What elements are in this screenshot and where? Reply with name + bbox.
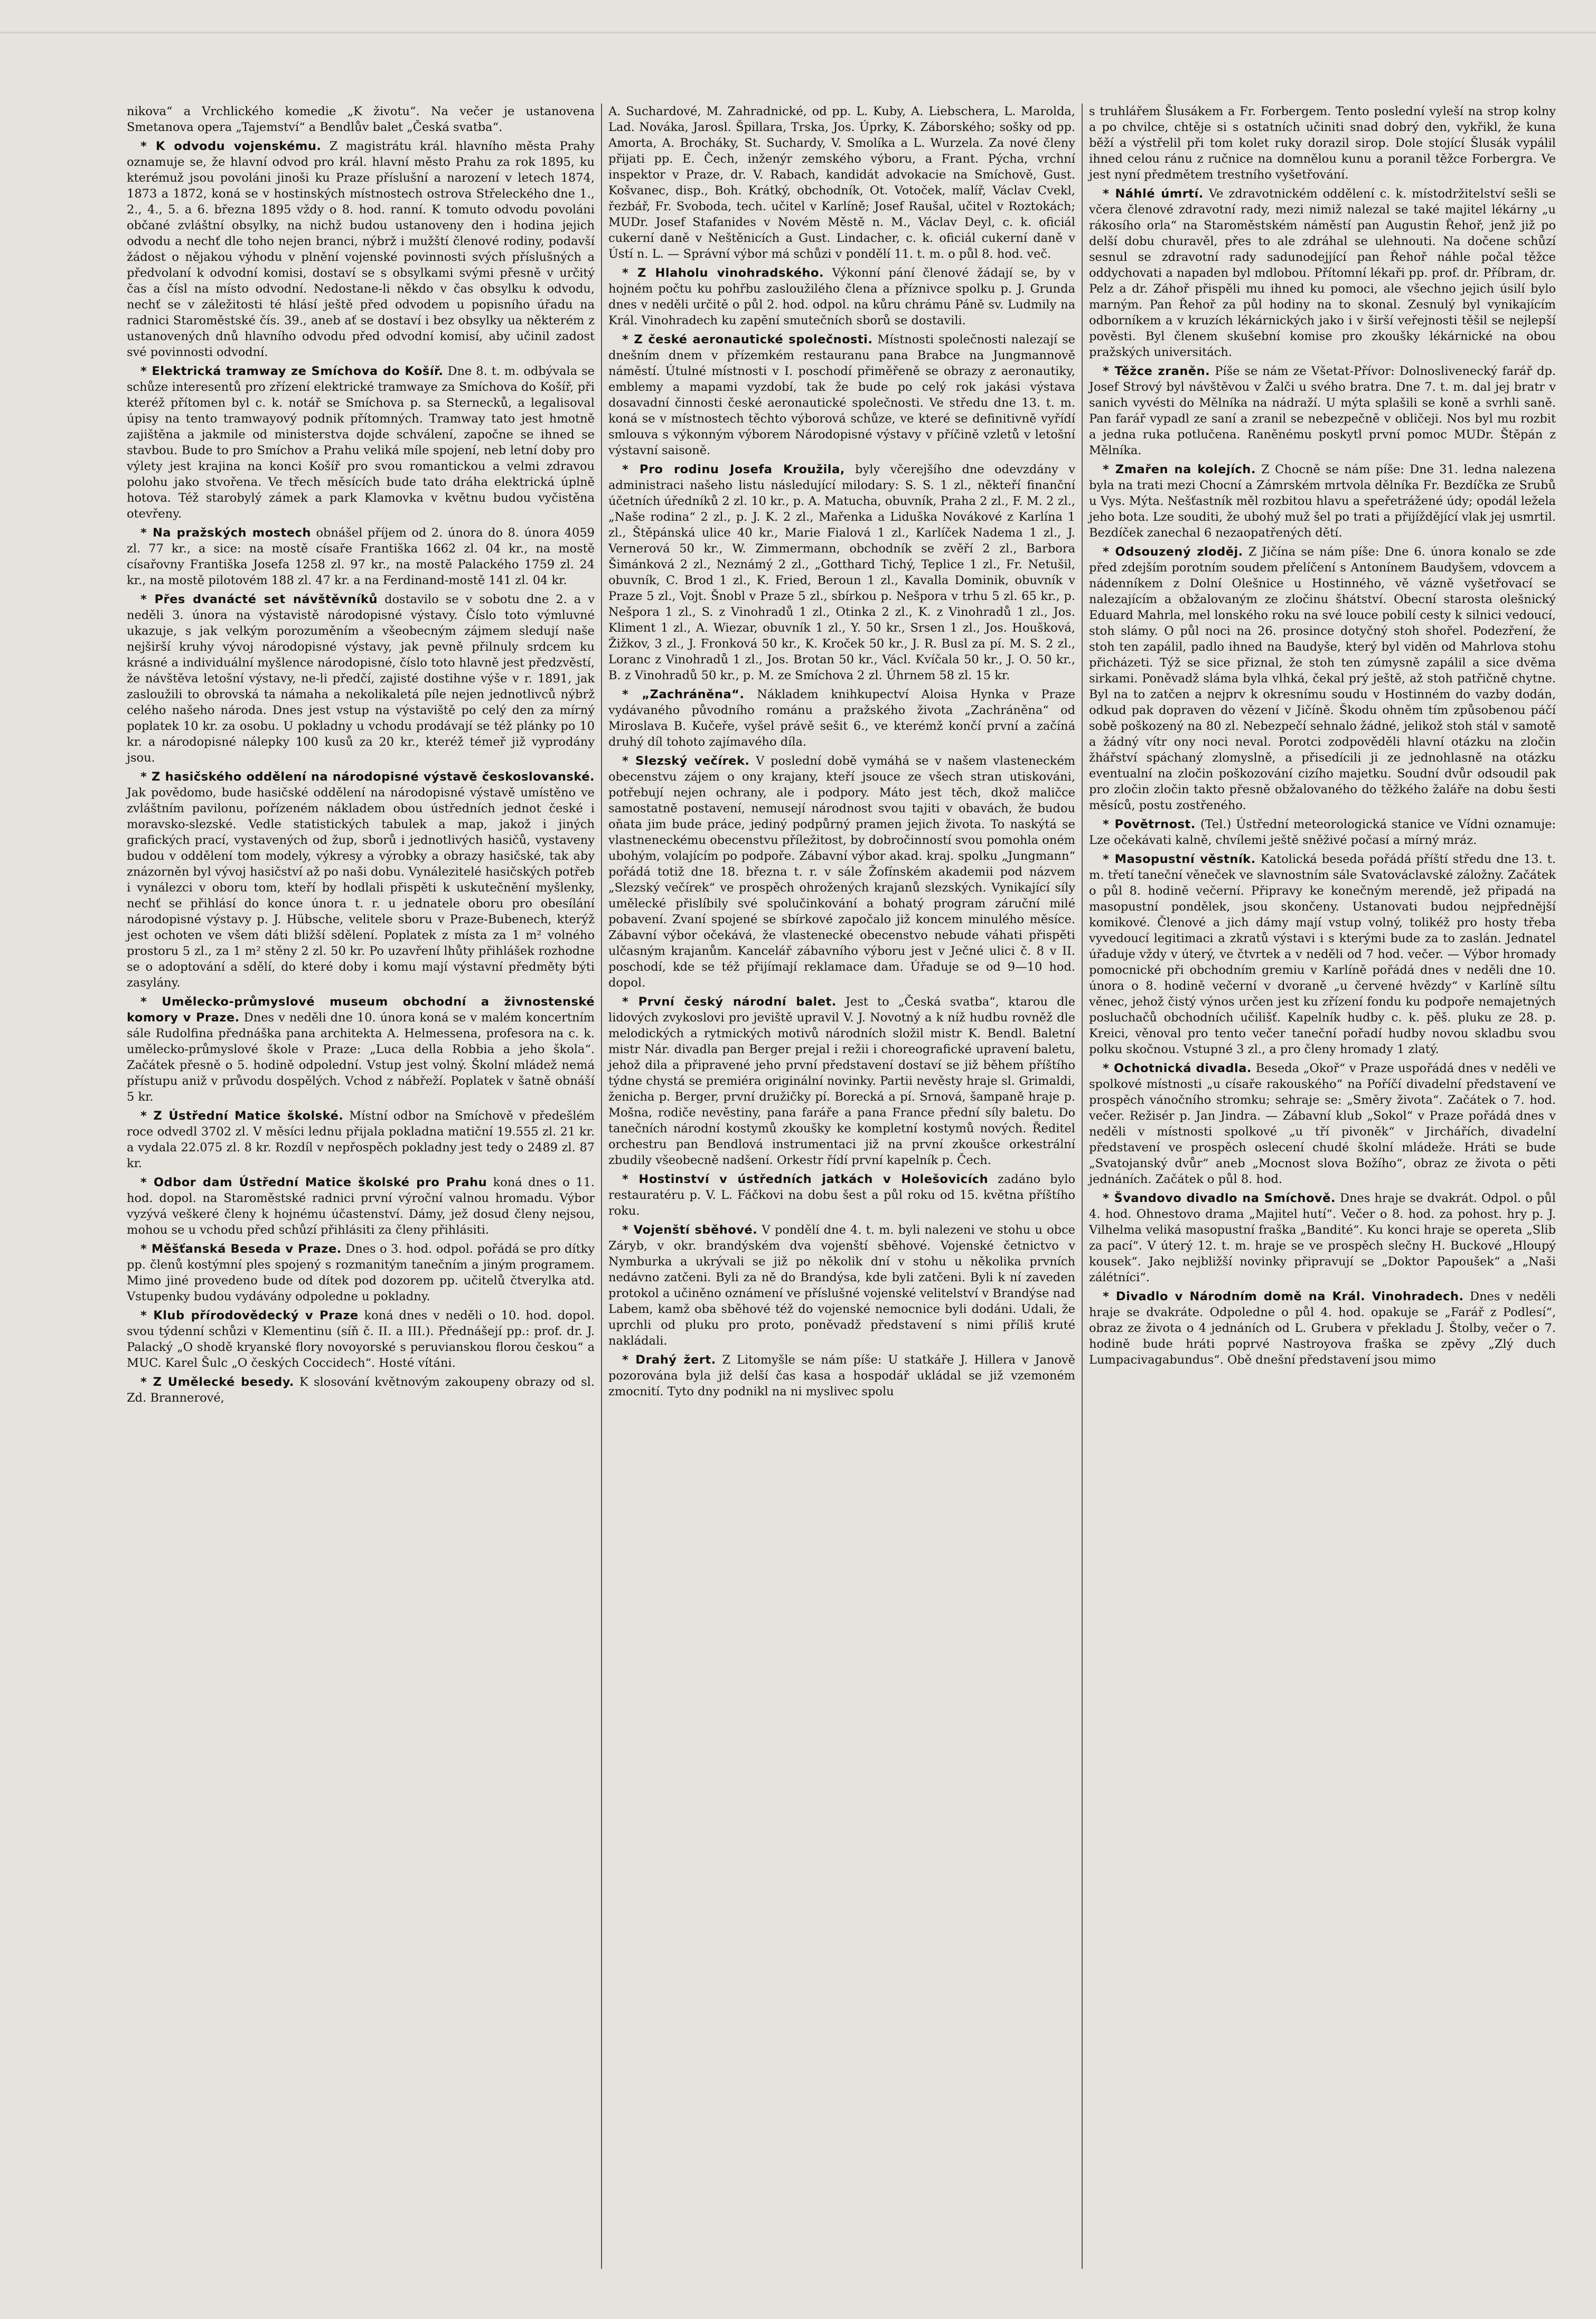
article-text: koná dnes o 11. hod. dopol. na Staroměstské radnici první výroční valnou hromadu. Výbor vyzývá veškeré členy k hojnému účastenství. Dámy, jež dosud členy nejsou, mohou se u vchodu před schůzí přihlásiti za členy přihlásiti. — [127, 1176, 595, 1237]
article-paragraph — [127, 525, 595, 588]
article-text: Dnes v neděli hraje se dvakráte. Odpoledne o půl 4. hod. opakuje se „Farář z Podlesí“, obraz ze života o 4 jednáních od L. Grubera v překladu J. Štolby, večer o 7. hodině bude hráti poprvé Nastroyova fraška se zpěvy „Zlý duch Lumpacivagabundus“. Obě dnešní představení jsou mimo — [1089, 1290, 1556, 1367]
article-paragraph — [127, 138, 595, 360]
article-paragraph — [1089, 1190, 1556, 1285]
article-text: koná dnes v neděli o 10. hod. dopol. svou týdenní schůzi v Klementinu (síň č. II. a III.). Přednášejí pp.: prof. dr. J. Palacký „O shodě kryanské flory novoyorské s peruvianskou florou českou“ a MUC. Karel Šulc „O českých Coccidech“. Hosté vítáni. — [127, 1309, 595, 1370]
article-paragraph — [608, 462, 1075, 683]
article-heading: * Těžce zraněn. — [1103, 364, 1210, 378]
article-heading: * Povětrnost. — [1103, 818, 1196, 831]
article-paragraph — [127, 994, 595, 1105]
article-heading: * Z Ústřední Matice školské. — [140, 1109, 344, 1123]
article-heading: * Masopustní věstník. — [1103, 852, 1256, 866]
article-heading: * Slezský večírek. — [622, 754, 750, 768]
article-paragraph — [1089, 851, 1556, 1057]
article-text: V poslední době vymáhá se v našem vlasteneckém obecenstvu zájem o ony krajany, kteří jsouce ze všech stran utiskováni, potřebují nejen ochrany, ale i podpory. Máto jest těch, dkož maličce samostatně postavení, nemusejí národnost svou tajiti v obavách, že budou oňata jim bude práce, jediný podpůrný pramen jejich života. To naskýtá se vlastneneckému obecenstvu příležitost, by dobročinností svou pomohla oném ubohým, volajícím po podpoře. Zábavní výbor akad. kraj. spolku „Jungmann“ pořádá totiž dne 18. března t. r. v sále Žofínském akademii pod názvem „Slezský večírek“ ve prospěch ohrožených krajanů slezských. Vynikající síly umělecké přislíbily své spolučinkování a bohatý program záruční milé pobavení. Zvaní spojené se sbírkové započalo již koncem minulého měsíce. Zábavní výbor očekává, že vlastenecké obecenstvo nebude váhati přispěti ulčasným krajanům. Kancelář zábavního výboru jest v Ječné ulici č. 8 v II. poschodí, kde se též přijímají reklamace dam. Úřaduje se od 9—10 hod. dopol. — [608, 754, 1075, 990]
article-heading: * První český národní balet. — [622, 995, 837, 1009]
article-text: Dnes v neděli dne 10. února koná se v malém koncertním sále Rudolfina přednáška pana architekta A. Helmessena, profesora na c. k. umělecko-průmyslové škole v Praze: „Luca della Robbia a jeho škola“. Začátek přesně o 5. hodině odpolední. Vstup jest volný. Školní mládež nemá přístupu aniž v průvodu dospělých. Vchod z nábřeží. Poplatek v šatně obnáší 5 kr. — [127, 1011, 595, 1104]
article-text: Výkonní pání členové žádají se, by v hojném počtu ku pohřbu zasloužilého člena a příznivce spolku p. J. Grunda dnes v neděli určitě o půl 2. hod. odpol. na kůru chrámu Páně sv. Ludmily na Král. Vinohradech ku zapění smutečních sborů se dostavili. — [608, 266, 1076, 327]
article-heading: * Z hasičského oddělení na národopisné výstavě českoslovanské. — [140, 770, 595, 784]
article-heading: * Elektrická tramway ze Smíchova do Košíř. — [140, 364, 444, 378]
article-heading: * Ochotnická divadla. — [1103, 1062, 1252, 1075]
article-paragraph — [127, 592, 595, 766]
article-paragraph — [1089, 1289, 1556, 1368]
article-text: Nákladem knihkupectví Aloisa Hynka v Praze vydávaného původního románu a pražského života „Zachráněna“ od Miroslava B. Kučeře, vyšel právě sešit 6., ve kterémž končí první a začíná druhý díl tohoto zajímavého díla. — [608, 688, 1075, 749]
article-heading: * Drahý žert. — [622, 1353, 716, 1367]
article-text: Dnes hraje se dvakrát. Odpol. o půl 4. hod. Ohnestovo drama „Majitel hutí“. Večer o 8. hod. za pohost. hry p. J. Vilhelma veliká masopustní fraška „Bandité“. Ku konci hraje se opereta „Slib za pací“. V úterý 12. t. m. hraje se ve prospěch slečny H. Buckové „Hloupý kousek“. Jako nejbližší novinky připravují se „Doktor Papoušek“ a „Naši zálétníci“. — [1089, 1191, 1556, 1284]
article-text: nikova“ a Vrchlického komedie „K životu“. Na večer je ustanovena Smetanova opera „Tajemství“ a Bendlův balet „Česká svatba“. — [127, 105, 595, 134]
article-text: K slosování květnovým zakoupeny obrazy od sl. Zd. Brannerové, — [127, 1375, 595, 1405]
column-3 — [1082, 104, 1562, 2269]
column-1 — [120, 104, 601, 2269]
article-text: Místnosti společnosti nalezají se dnešním dnem v přízemkém restauranu pana Brabce na Jungmannově náměstí. Útulné místnosti v I. poschodí přiměřeně se obrazy z aeronautiky, emblemy a mapami vyzdobí, tak že bude po celý rok jakási výstava dosavadní činnosti české aeronautické společnosti. Ve středu dne 13. t. m. koná se v místnostech těchto výborová schůze, ve které se definitivně vyřídí smlouva s výkonným výborem Národopisné výstavy v příčině vzletů v letošní výstavní saisoně. — [608, 333, 1075, 457]
article-heading: * Švandovo divadlo na Smíchově. — [1103, 1191, 1336, 1205]
article-heading: * Z Umělecké besedy. — [140, 1375, 294, 1389]
article-text: Místní odbor na Smíchově v předešlém roce odvedl 3702 zl. V měsíci lednu přijala pokladna matiční 19.555 zl. 21 kr. a vydala 22.075 zl. 8 kr. Rozdíl v nepřospěch pokladny jest tedy o 2489 zl. 87 kr. — [127, 1109, 595, 1170]
article-paragraph — [608, 994, 1075, 1168]
article-heading: * Divadlo v Národním domě na Král. Vinohradech. — [1103, 1290, 1464, 1303]
article-paragraph — [1089, 104, 1556, 183]
article-text: Dnes o 3. hod. odpol. pořádá se pro dítky pp. členů kostýmní ples spojený s rozmanitým tanečním a jiným programem. Mimo jiné provedeno bude od dítek pod dozorem pp. učitelů čtverylka atd. Vstupenky budou vydávány odpoledne u pokladny. — [127, 1242, 595, 1303]
article-paragraph — [127, 104, 595, 135]
article-text: Píše se nám ze Všetat-Přívor: Dolnoslivenecký farář dp. Josef Strový byl návštěvou v Žalči u svého bratra. Dne 7. t. m. dal jej bratr v sanich vyvésti do Mělníka na nádraží. U mýta splašili se koně a svrhli saně. Pan farář vypadl ze saní a zranil se nebezpečně v obličeji. Nos byl mu rozbit a jedna ruka potlučena. Raněnému poskytl první pomoc MUDr. Štěpán z Mělníka. — [1089, 364, 1556, 457]
article-paragraph — [127, 1175, 595, 1238]
article-heading: * Odbor dam Ústřední Matice školské pro Prahu — [140, 1176, 487, 1189]
article-paragraph — [127, 1308, 595, 1371]
article-paragraph — [608, 753, 1075, 991]
article-text: V pondělí dne 4. t. m. byli nalezeni ve stohu u obce Záryb, v okr. brandýském dva vojenští sběhové. Vojenské četnictvo v Nymburka a ukrývali se již po několik dní v stohu u několika prvních nedávno zatčeni. Byli za ně do Brandýsa, kde byli zatčeni. Byli k ní zaveden protokol a učiněno oznámení ve příslušné vojenské velitelství v Brandýse nad Labem, kamž oba sběhové též do vojenské nemocnice byli dodáni. Udali, že uprchli od pluku pro proto, poněvadž představení s nimi příliš kruté nakládali. — [608, 1223, 1075, 1348]
article-heading: * Vojenští sběhové. — [622, 1223, 758, 1237]
article-text: Ve zdravotnickém oddělení c. k. místodržitelství sešli se včera členové zdravotní rady, mezi nimiž nalezal se také majitel lékárny „u rákosího orla“ na Staroměstském náměstí pan Augustin Řehoř, jenž již po delší dobu churavěl, přes to ale zdráhal se ulehnouti. Na dočene schůzí sesnul se zdravotní rady sadunodejjící pan Řehoř náhle počal těžce oddychovati a napaden byl mdlobou. Přítomní lékaři pp. prof. dr. Příbram, dr. Pelz a dr. Záhoř přispěli mu ihned ku pomoci, ale všechno jejich úsilí bylo marným. Pan Řehoř za půl hodiny na to skonal. Zesnulý byl vynikajícím odborníkem a v kruzích lékárnických jako i v širší veřejnosti těšil se nejlepší pověsti. Byl členem skušební komise pro zkoušky lékárnické na obou pražských universitách. — [1089, 187, 1556, 359]
article-heading: * Hostinství v ústředních jatkách v Holešovicích — [622, 1172, 989, 1186]
article-heading: * „Zachráněna“. — [622, 688, 745, 701]
article-paragraph — [1089, 462, 1556, 541]
article-text: Z Litomyšle se nám píše: U statkáře J. Hillera v Janově pozorována byla již delší čas kasa a hospodář ukládal se již vzemoném zmocnití. Tyto dny podnikl na ni myslivec spolu — [608, 1353, 1075, 1398]
article-text: Dne 8. t. m. odbývala se schůze interesentů pro zřízení elektrické tramwaye za Smíchova do Košíř, při kteréž přítomen byl c. k. notář se Smíchova p. sa Sternecků, a legalisoval úpisy na tento tramwayový podnik přítomných. Tramway tato jest hmotně zajištěna a jakmile od ministerstva dojde schválení, započne se ihned se stavbou. Bude to pro Smíchov a Prahu veliká míle spojení, neb letní doby pro výlety jest krajina na konci Košíř pro svou romantickou a velmi zdravou polohu jako stvořena. Ve třech měsících bude tato dráha elektrická úplně hotova. Též starobylý zámek a park Klamovka v květnu budou vyčistěna otevřeny. — [127, 364, 595, 521]
article-text: Beseda „Okoř“ v Praze uspořádá dnes v neděli ve spolkové místnosti „u císaře rakouského“ na Poříčí divadelní představení ve prospěch vánočního stromku; sehraje se: „Směry života“. Začátek o 7. hod. večer. Režisér p. Jan Jindra. — Zábavní klub „Sokol“ v Praze pořádá dnes v neděli v místnosti spolkové „u tří pivoněk“ v Jirchářích, divadelní představení ve prospěch oslecení chudé školní mládeže. Hráti se bude „Svatojanský dvůr“ aneb „Mocnost slova Božího“, obraz ze života o pěti jednáních. Začátek o půl 8. hod. — [1089, 1062, 1556, 1186]
article-heading: * Měšťanská Beseda v Praze. — [140, 1242, 342, 1256]
article-heading: * Z Hlaholu vinohradského. — [622, 266, 824, 280]
article-heading: * Náhlé úmrtí. — [1103, 187, 1204, 201]
article-paragraph — [608, 1222, 1075, 1349]
article-paragraph — [1089, 1060, 1556, 1187]
text-columns — [120, 104, 1562, 2269]
article-paragraph — [608, 1171, 1075, 1219]
article-text: Z Chocně se nám píše: Dne 31. ledna nalezena byla na trati mezi Chocní a Zámrském mrtvola dělníka Fr. Bezdíčka ze Srubů u Vys. Mýta. Nešťastník měl rozbitou hlavu a speřetrážené údy; opodál ležela jeho bota. Lze souditi, že ubohý muž šel po trati a přijíždějící vlak jej usmrtil. Bezdíček zanechal 6 nezaopatřených dětí. — [1089, 463, 1556, 540]
article-text: A. Suchardové, M. Zahradnické, od pp. L. Kuby, A. Liebschera, L. Marolda, Lad. Nováka, Jarosl. Špillara, Trska, Jos. Úprky, K. Záborského; sošky od pp. Amorta, A. Brocháky, St. Suchardy, V. Smolíka a L. Wurzela. Za nové členy přijati pp. E. Čech, inženýr zemského výboru, a Frant. Pýcha, vrchní inspektor v Praze, dr. V. Rabach, kandidát advokacie na Smíchově, Gust. Košvanec, disp., Boh. Krátký, obchodník, Ot. Votoček, malíř, Václav Cvekl, řezbář, Fr. Svoboda, tech. učitel v Karlíně; Josef Raušal, učitel v Roztokách; MUDr. Josef Stafanides v Novém Městě n. M., Václav Deyl, c. k. oficiál cukerní daně v Neštěnicích a Gust. Lindacher, c. k. oficiál cukerní daně v Ústí n. L. — Správní výbor má schůzi v pondělí 11. t. m. o půl 8. hod. več. — [608, 105, 1075, 261]
article-heading: * Klub přírodovědecký v Praze — [140, 1309, 359, 1322]
article-heading: * Přes dvanácté set návštěvníků — [140, 593, 378, 606]
article-paragraph — [608, 332, 1075, 458]
article-heading: * K odvodu vojenskému. — [140, 139, 322, 153]
article-paragraph — [1089, 816, 1556, 848]
article-paragraph — [608, 1352, 1075, 1400]
article-paragraph — [127, 1374, 595, 1406]
article-text: dostavilo se v sobotu dne 2. a v neděli 3. února na výstavistě národopisné výstavy. Číslo toto výmluvné ukazuje, s jak velkým porozuměním a všeobecným zájmem sledují naše nejširší kruhy vývoj národopisné výstavy, jak pevně přilnuly srdcem ku krásné a individuální myšlence národopisné, číslo toto hlavně jest předzvěstí, že návštěva letošní výstavy, ne-li předčí, zajisté dostihne výše v r. 1891, jak zasloužili to obrovská ta námaha a nekolikaletá píle nejen jednotlivců nýbrž celého našeho národa. Dnes jest vstup na výstaviště po celý den za mírný poplatek 10 kr. za osobu. U pokladny u vchodu prodávají se též plánky po 10 kr. a národopisné nálepky 100 kusů za 20 kr., kteréž témeř již vyprodány jsou. — [127, 593, 595, 765]
article-paragraph — [1089, 544, 1556, 813]
article-paragraph — [127, 1108, 595, 1171]
article-heading: * Umělecko-průmyslové museum obchodní a živnostenské komory v Praze. — [127, 995, 595, 1025]
article-text: Z Jičína se nám píše: Dne 6. února konalo se zde před zdejším porotním soudem přelíčení s Antonínem Baudyšem, vdovcem a nádenníkem z Dolní Olešnice u Hostinného, vě vázně vyšetřovací se nalezajícím a obžalovaným ze zločinu šhátství. Obecní starosta olešnický Eduard Mahrla, mel lonského roku na své louce pobilí cesty k silnici vedoucí, stoh slámy. O půl noci na 26. prosince dotyčný stoh shořel. Podezření, že stoh ten zapálil, padlo ihned na Baudyše, který byl viděn od Mahrlova stohu přicházeti. Týž se sice přiznal, že stoh ten zúmysně zapálil a sice dvěma sirkami. Poněvadž sláma byla vlhká, čekal prý ještě, až stoh patřičně chytne. Byl na to zatčen a nejprv k okresnímu soudu v Hostinném do vazby dodán, odkud pak dopraven do vězení v Jičíně. Škodu ohněm tím způsobenou páčí sobě poškozený na 80 zl. Nebezpečí sehnalo žádné, jelikož stoh stál v samotě a žádný vítr ony noci neval. Porotci zodpověděli hlavní otázku na zločin žhářství spáchaný zlomyslně, a přisedícili ji ze jednohlasně na otázku eventualní na zločin poškozování cizího majetku. Soudní dvůr odsoudil pak pro zločin zločin takto přesně obžalovaného do těžkého žaláře na dobu šesti měsíců, postu zostřeného. — [1089, 545, 1556, 812]
column-2 — [601, 104, 1082, 2269]
article-text: Z magistrátu král. hlavního města Prahy oznamuje se, že hlavní odvod pro král. hlavní město Prahu za rok 1895, ku kterémuž jsou povoláni jinoši ku Praze příslušní a narození v letech 1874, 1873 a 1872, koná se v hostinských místnostech ostrova Střeleckého dne 1., 2., 4., 5. a 6. března 1895 vždy o 8. hod. ranní. K tomuto odvodu povoláni občané zvláštní obsylky, na nichž budou ustanoveny den i hodina jejich odvodu a nechť dle toho nejen branci, nýbrž i mužští členové rodiny, podavší žádost o nějakou výhodu v plnění vojenské povinnosti svých příslušných a předvolaní k odvodní komisi, dostaví se s obsylkami svými přesně v určitý čas a čísl na místo odvodní. Nedostane-li někdo v čas obsylku k odvodu, nechť se v záležitosti té hlásí ještě před odvodem u popisního úřadu na radnici Staroměstské čís. 39., aneb ať se dostaví i bez obsylky ua některém z ustanovených dnů hlavního odvodu před odvodní komisí, aby učinil zadost své povinnosti odvodní. — [127, 139, 595, 359]
article-text: (Tel.) Ústřední meteorologická stanice ve Vídni oznamuje: Lze očekávati kalně, chvílemi ještě sněživé počasí a mírný mráz. — [1089, 818, 1556, 847]
article-heading: * Z české aeronautické společnosti. — [622, 333, 873, 346]
article-paragraph — [608, 265, 1075, 328]
article-text: byly včerejšího dne odevzdány v administraci našeho listu následující milodary: S. S. 1 zl., někteří finanční účetních úředníků 2 zl. 10 kr., p. A. Matucha, obuvník, Praha 2 zl., F. M. 2 zl., „Naše rodina“ 2 zl., p. J. K. 2 zl., Mařenka a Liduška Novákové z Karlína 1 zl., Štěpánská ulice 40 kr., Marie Fialová 1 zl., Karlíček Nadema 1 zl., J. Vernerová 50 kr., W. Zimmermann, obchodník se zvěří 2 zl., Barbora Šimánková 2 zl., Neznámý 2 zl., „Gotthard Tichý, Teplice 1 zl., Fr. Netušil, obuvník, C. Brod 1 zl., K. Fried, Beroun 1 zl., Kavalla Dominik, obuvník v Praze 5 zl., Vojt. Šnobl v Praze 5 zl., sbírkou p. Nešpora v trhu 5 zl. 65 kr., p. Nešpora 1 zl., S. z Vinohradů 1 zl., Otinka 2 zl., K. z Vinohradů 1 zl., Jos. Kliment 1 zl., A. Wiezar, obuvník 1 zl., Y. 50 kr., Srsen 1 zl., Jos. Houšková, Žižkov, 3 zl., J. Fronková 50 kr., K. Kroček 50 kr., J. R. Busl za pí. M. S. 2 zl., Loranc z Vinohradů 1 zl., Jos. Brotan 50 kr., Václ. Kvíčala 50 kr., J. O. 50 kr., B. z Vinohradů 50 kr., p. M. ze Smíchova 2 zl. Úhrnem 58 zl. 15 kr. — [608, 463, 1076, 682]
article-paragraph — [127, 769, 595, 991]
article-paragraph — [608, 104, 1075, 262]
article-paragraph — [1089, 186, 1556, 360]
article-text: Jak povědomo, bude hasičské oddělení na národopisné výstavě umístěno ve zvláštním pavilonu, pořízeném nákladem obou ústředních jednot české i moravsko-slezské. Vedle statistických tabulek a map, jakož i jiných grafických prací, vystavených od žup, sborů i jednotlivých hasičů, vystaveny budou v oddělení tom modely, výkresy a výrobky a obrazy hasičské, tak aby znázorněn byl vývoj hasičství až po naši dobu. Vynálezitelé hasičských potřeb i vynálezci v oboru tom, kteří by hodlali přispěti k uskutečnění myšlenky, nechť se přihlásí do konce února t. r. u jednatele oboru pro obesílání národopisné výstavy p. J. Hübsche, velitele sboru v Praze-Bubenech, kterýž jest ochoten ve všem dáti bližší sdělení. Poplatek z místa za 1 m² volného prostoru 5 zl., za 1 m² stěny 2 zl. 50 kr. Po uzavření lhůty přihlášek rozhodne se o adoptování a sdělí, do které doby i komu mají výstavní předměty býti zasylány. — [127, 786, 595, 990]
article-text: zadáno bylo restauratéru p. V. L. Fáčkovi na dobu šest a půl roku od 15. května příštího roku. — [608, 1172, 1075, 1218]
article-text: Jest to „Česká svatba“, ktarou dle lidových zvykoslovi pro jeviště upravil V. J. Novotný a k níž hudbu rovněž dle melodických a rytmických motivů národních složil mistr K. Bendl. Baletní mistr Nár. divadla pan Berger prejal i režii i choreografické upravení baletu, jehož dila a připravené jeho první představení dostaví se již během příštího týdne chystá se premiéra originální novinky. Partii nevěsty hraje sl. Grimaldi, ženicha p. Berger, první družičky pí. Borecká a pí. Srnová, šampaně hraje p. Mošna, rodiče nevěstiny, pana faráře a pana France přední síly baletu. Do tanečních národní kostymů zkoušky ke kompletní kostymů nových. Ředitel orchestru pan Bendlová instrumentaci již na první zkoušce orkestrální zbudily všeobecně nadšení. Orkestr řídí první kapelník p. Čech. — [608, 995, 1075, 1167]
article-heading: * Odsouzený zloděj. — [1103, 545, 1243, 559]
article-heading: * Na pražských mostech — [140, 526, 311, 540]
article-paragraph — [1089, 363, 1556, 458]
article-text: obnášel příjem od 2. února do 8. února 4059 zl. 77 kr., a sice: na mostě císaře Františka 1662 zl. 04 kr., na mostě císařovny Františka Josefa 1258 zl. 97 kr., na mostě Palackého 1759 zl. 24 kr., na mostě pilotovém 188 zl. 47 kr. a na Ferdinand-mostě 141 zl. 04 kr. — [127, 526, 595, 587]
article-heading: * Pro rodinu Josefa Kroužila, — [622, 463, 845, 476]
article-text: Katolická beseda pořádá příští středu dne 13. t. m. třetí taneční věneček ve slavnostním sále Svatováclavské záložny. Začátek o půl 8. hodině večerní. Připravy ke konečným merendě, jež připadá na masopustní pondělek, jsou skončeny. Ustanovati budou nejpřednější komikové. Členové a jich dámy mají vstup volný, tolikéž pro hosty třeba vyvedoucí legitimaci a zkratů výstavi i s kterými bude za to zaslán. Jednatel úřaduje vždy v úterý, ve čtvrtek a v neděli od 7 hod. večer. — Výbor hromady pomocnické při obchodním gremiu v Karlíně pořádá dnes v neděli dne 10. února o 8. hodině večerní v dvoraně „u červené hvězdy“ v Karlíně síltu věnec, jehož čistý výnos určen jest ku zřízení fondu ku podpoře nemajetných posluchačů obchodních učilišť. Kapelník hudby c. k. pěš. pluku ze 28. p. Kreici, věnoval pro tento večer taneční pořadí hudby novou skladbu svou polku skočnou. Vstupné 3 zl., a pro členy hromady 1 zlatý. — [1089, 852, 1556, 1056]
article-text: s truhlářem Šlusákem a Fr. Forbergem. Tento poslední vyleší na strop kolny a po chvilce, chtěje si s ostatních učiniti snad dobrý den, vykřikl, že kuna běží a výstřelil při tom kolet ruky dorazil sirop. Dole stojící Šlusák vypálil ihned celou ránu z ručnice na domnělou kunu a poranil těžce Forbergra. Ve jest nyní předmětem trestního vyšetřování. — [1089, 105, 1556, 182]
article-paragraph — [127, 1241, 595, 1304]
article-heading: * Zmařen na kolejích. — [1103, 463, 1256, 476]
page-fold-shadow — [0, 32, 1596, 33]
article-paragraph — [608, 687, 1075, 750]
article-paragraph — [127, 363, 595, 522]
